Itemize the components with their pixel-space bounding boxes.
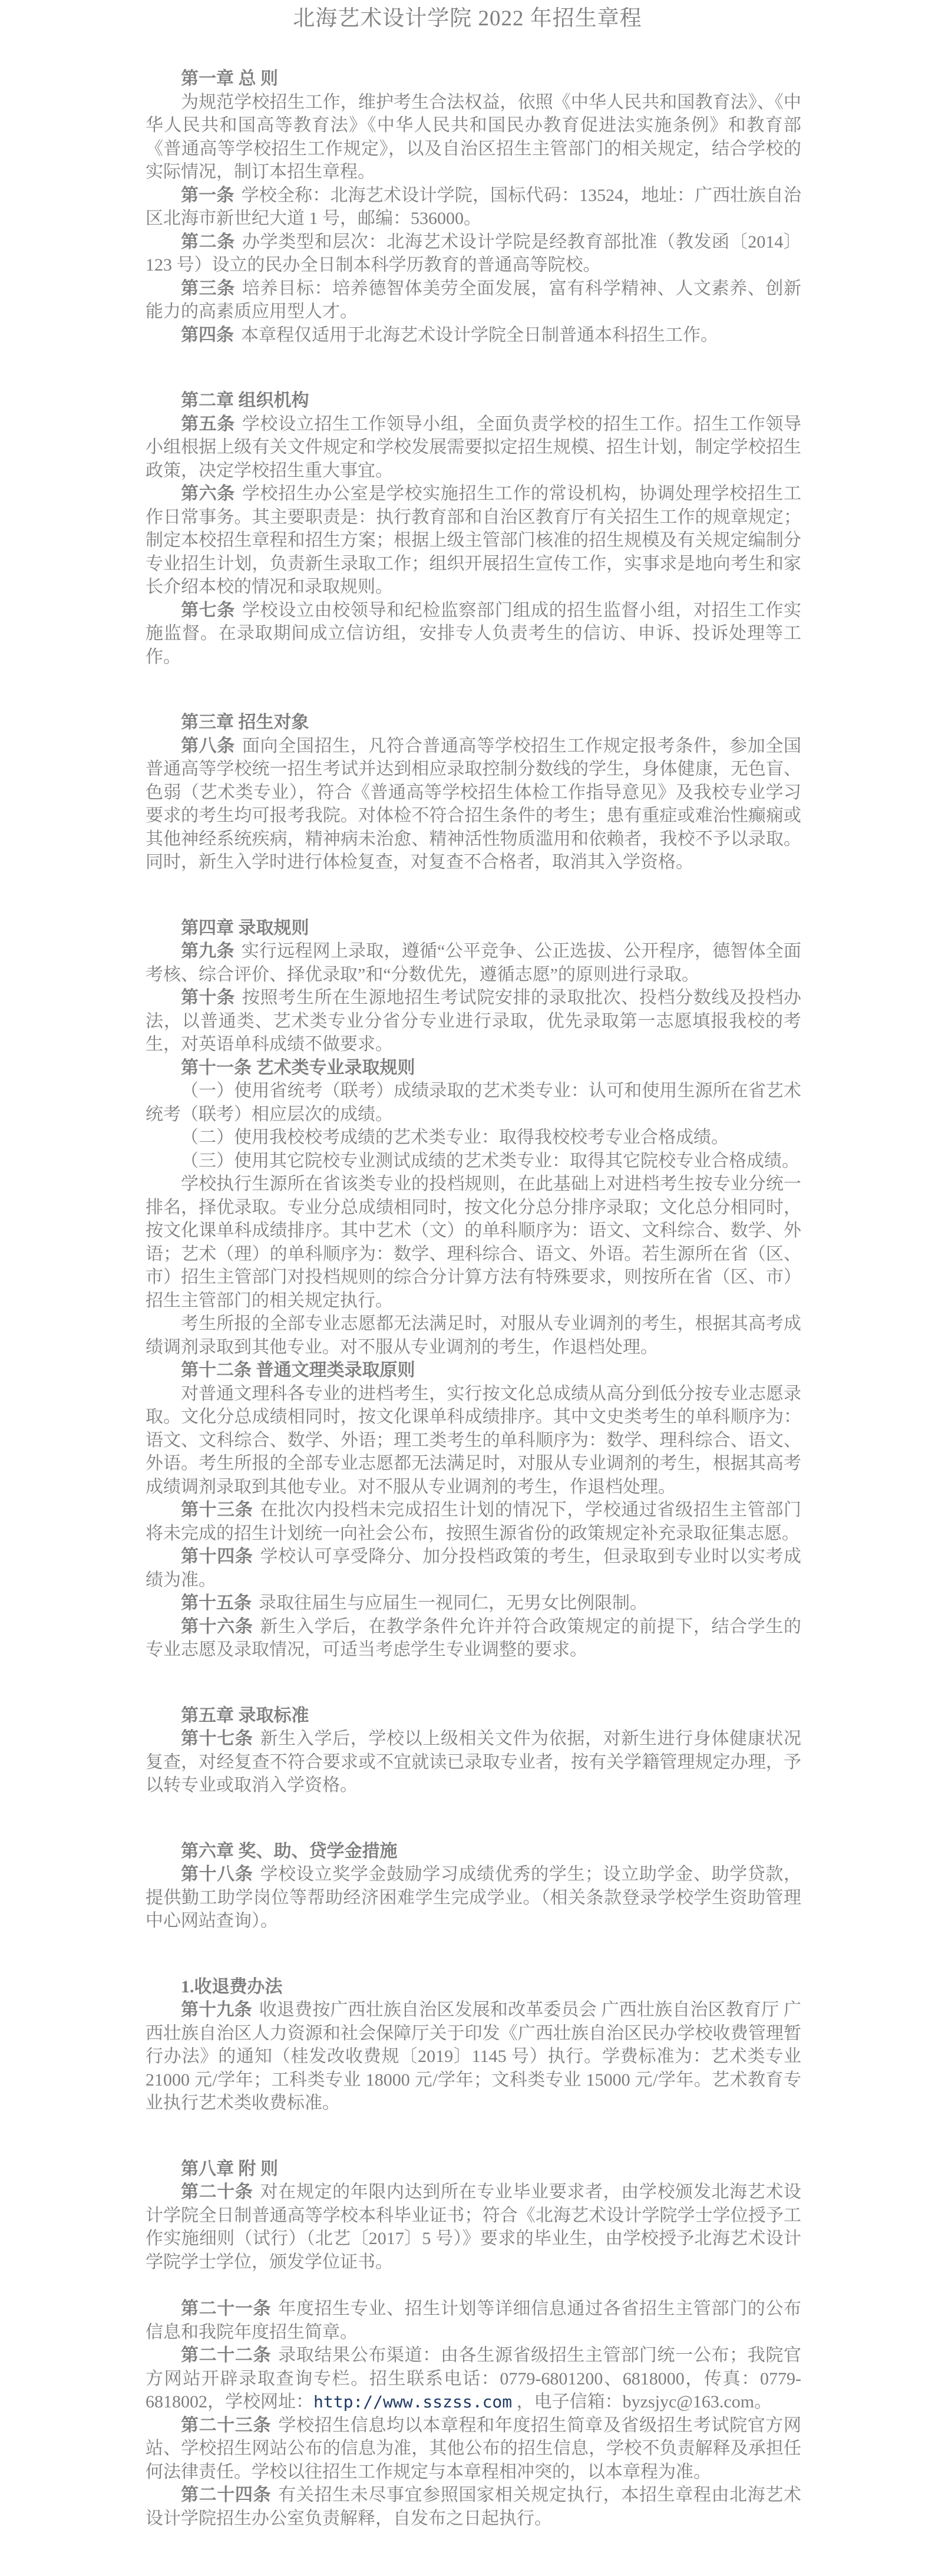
paragraph-text: 按照考生所在生源地招生考试院安排的录取批次、投档分数线及投档办法，以普通类、艺术类专业分省分专业进行录取，优先录取第一志愿填报我校的考生，对英语单科成绩不做要求。 bbox=[146, 988, 802, 1054]
paragraph-text: 学校设立招生工作领导小组，全面负责学校的招生工作。招生工作领导小组根据上级有关文件规定和学校发展需要拟定招生规模、招生计划，制定学校招生政策，决定学校招生重大事宜。 bbox=[146, 414, 802, 480]
paragraph bbox=[146, 1126, 801, 1149]
article-paragraph bbox=[146, 1863, 801, 1933]
paragraph-text: （三）使用其它院校专业测试成绩的艺术类专业：取得其它院校专业合格成绩。 bbox=[181, 1151, 799, 1171]
paragraph-text: 录取结果公布渠道：由各生源省级招生主管部门统一公布；我院官方网站开辟录取查询专栏。招生联系电话：0779-6801200、6818000，传真：0779-6818002，学校网址： bbox=[146, 2346, 802, 2412]
paragraph bbox=[146, 1382, 801, 1499]
article-paragraph bbox=[146, 230, 801, 277]
article-paragraph bbox=[146, 986, 801, 1056]
article-number-label: 第八条 bbox=[181, 736, 235, 756]
paragraph bbox=[146, 91, 801, 184]
article-number-label: 第十五条 bbox=[181, 1593, 252, 1613]
article-paragraph bbox=[146, 2180, 801, 2274]
paragraph-text: 学校招生信息均以本章程和年度招生简章及省级招生考试院官方网站、学校招生网站公布的信息为准，其他公布的招生信息，学校不负责解释及承担任何法律责任。学校以往招生工作规定与本章程相冲突的，以本章程为准。 bbox=[146, 2415, 802, 2482]
article-paragraph bbox=[146, 940, 801, 986]
article-number-label: 第十九条 bbox=[181, 2000, 252, 2020]
article-number-label: 第二条 bbox=[181, 232, 235, 252]
article-paragraph bbox=[146, 599, 801, 669]
article-paragraph bbox=[146, 2297, 801, 2344]
chapter-heading: 第三章 招生对象 bbox=[181, 713, 309, 732]
paragraph-text: 有关招生未尽事宜参照国家相关规定执行，本招生章程由北海艺术设计学院招生办公室负责解释，自发布之日起执行。 bbox=[146, 2485, 802, 2528]
article-paragraph bbox=[146, 734, 801, 874]
article-number-label: 第十条 bbox=[181, 988, 235, 1007]
paragraph-text: 新生入学后，学校以上级相关文件为依据，对新生进行身体健康状况复查，对经复查不符合要求或不宜就读已录取专业者，按有关学籍管理规定办理，予以转专业或取消入学资格。 bbox=[146, 1729, 802, 1795]
article-number-label: 第十八条 bbox=[181, 1865, 253, 1884]
paragraph-text: 本章程仅适用于北海艺术设计学院全日制普通本科招生工作。 bbox=[241, 325, 718, 345]
article-paragraph bbox=[146, 413, 801, 483]
paragraph bbox=[146, 1079, 801, 1126]
article-paragraph bbox=[146, 1498, 801, 1545]
article-number-label: 第二十一条 bbox=[181, 2299, 272, 2318]
article-number-label: 第十六条 bbox=[181, 1616, 253, 1636]
article-number-label: 第十七条 bbox=[181, 1729, 253, 1748]
article-number-label: 第二十二条 bbox=[181, 2346, 272, 2365]
chapter-heading: 第一章 总 则 bbox=[181, 69, 278, 88]
paragraph bbox=[146, 1312, 801, 1359]
paragraph-text: ，电子信箱：byzsjyc@163.com。 bbox=[512, 2392, 772, 2412]
chapter-heading: 第八章 附 则 bbox=[181, 2159, 278, 2179]
paragraph-text: 实行远程网上录取，遵循“公平竞争、公正选拔、公开程序，德智体全面考核、综合评价、择优录取”和“分数优先，遵循志愿”的原则进行录取。 bbox=[146, 941, 801, 984]
article-paragraph bbox=[146, 1592, 801, 1615]
article-number-label: 第二十四条 bbox=[181, 2485, 272, 2505]
paragraph-text: 为规范学校招生工作，维护考生合法权益，依照《中华人民共和国教育法》、《中华人民共和国高等教育法》《中华人民共和国民办教育促进法实施条例》和教育部《普通高等学校招生工作规定》，以及自治区招生主管部门的相关规定，结合学校的实际情况，制订本招生章程。 bbox=[146, 92, 801, 182]
paragraph-text: 学校认可享受降分、加分投档政策的考生，但录取到专业时以实考成绩为准。 bbox=[146, 1547, 802, 1590]
chapter-heading: 1.收退费办法 bbox=[181, 1977, 283, 1997]
chapter-heading: 第四章 录取规则 bbox=[181, 918, 309, 938]
article-paragraph bbox=[146, 184, 801, 230]
chapter-heading: 第六章 奖、助、贷学金措施 bbox=[181, 1841, 398, 1861]
article-number-label: 第三条 bbox=[181, 278, 235, 298]
paragraph-text: 学校设立由校领导和纪检监察部门组成的招生监督小组，对招生工作实施监督。在录取期间成立信访组，安排专人负责考生的信访、申诉、投诉处理等工作。 bbox=[146, 600, 802, 667]
article-paragraph bbox=[146, 1615, 801, 1662]
paragraph-text: 年度招生专业、招生计划等详细信息通过各省招生主管部门的公布信息和我院年度招生简章。 bbox=[146, 2299, 802, 2342]
article-number-label: 第十四条 bbox=[181, 1547, 253, 1566]
article-number-label: 第二十条 bbox=[181, 2182, 253, 2202]
paragraph-text: 新生入学后，在教学条件允许并符合政策规定的前提下，结合学生的专业志愿及录取情况，可适当考虑学生专业调整的要求。 bbox=[146, 1616, 802, 1659]
paragraph bbox=[146, 1149, 801, 1173]
article-number-label: 第六条 bbox=[181, 484, 235, 503]
article-number-label: 第七条 bbox=[181, 600, 235, 620]
article-paragraph bbox=[146, 1545, 801, 1592]
paragraph-text: 培养目标：培养德智体美劳全面发展，富有科学精神、人文素养、创新能力的高素质应用型人才。 bbox=[146, 278, 802, 321]
paragraph-text: 学校执行生源所在省该类专业的投档规则，在此基础上对进档考生按专业分统一排名，择优录取。专业分总成绩相同时，按文化分总分排序录取；文化总分相同时，按文化课单科成绩排序。其中艺术（文）的单科顺序为：语文、文科综合、数学、外语；艺术（理）的单科顺序为：数学、理科综合、语文、外语。若生源所在省（区、市）招生主管部门对投档规则的综合分计算方法有特殊要求，则按所在省（区、市）招生主管部门的相关规定执行。 bbox=[146, 1174, 801, 1310]
document-body bbox=[146, 67, 801, 2530]
article-paragraph bbox=[146, 277, 801, 324]
article-number-label: 第四条 bbox=[181, 325, 234, 345]
article-paragraph bbox=[146, 1727, 801, 1797]
article-subheading: 第十二条 普通文理类录取原则 bbox=[181, 1361, 415, 1380]
paragraph-text: 学校设立奖学金鼓励学习成绩优秀的学生；设立助学金、助学贷款，提供勤工助学岗位等帮助经济困难学生完成学业。（相关条款登录学校学生资助管理中心网站查询）。 bbox=[146, 1865, 802, 1931]
paragraph-text: 办学类型和层次：北海艺术设计学院是经教育部批准（教发函〔2014〕123 号）设立的民办全日制本科学历教育的普通高等院校。 bbox=[146, 232, 801, 275]
paragraph-text: 面向全国招生，凡符合普通高等学校招生工作规定报考条件，参加全国普通高等学校统一招生考试并达到相应录取控制分数线的学生，身体健康，无色盲、色弱（艺术类专业），符合《普通高等学校招生体检工作指导意见》及我校专业学习要求的考生均可报考我院。对体检不符合招生条件的考生；患有重症或难治性癫痫或其他神经系统疾病，精神病未治愈、精神活性物质滥用和依赖者，我校不予以录取。同时，新生入学时进行体检复查，对复查不合格者，取消其入学资格。 bbox=[146, 736, 802, 872]
article-paragraph bbox=[146, 2414, 801, 2484]
chapter-heading: 第二章 组织机构 bbox=[181, 391, 309, 410]
document-page bbox=[0, 5, 935, 2530]
article-number-label: 第九条 bbox=[181, 941, 234, 961]
article-number-label: 第五条 bbox=[181, 414, 235, 434]
article-number-label: 第十三条 bbox=[181, 1500, 253, 1520]
paragraph-text: 学校全称：北海艺术设计学院，国标代码：13524，地址：广西壮族自治区北海市新世纪大道 1 号，邮编：536000。 bbox=[146, 185, 801, 228]
paragraph-text: 在批次内投档未完成招生计划的情况下，学校通过省级招生主管部门将未完成的招生计划统一向社会公布，按照生源省份的政策规定补充录取征集志愿。 bbox=[146, 1500, 802, 1543]
article-number-label: 第二十三条 bbox=[181, 2415, 272, 2435]
article-paragraph bbox=[146, 482, 801, 599]
paragraph-text: 对普通文理科各专业的进档考生，实行按文化总成绩从高分到低分按专业志愿录取。文化分总成绩相同时，按文化课单科成绩排序。其中文史类考生的单科顺序为：语文、文科综合、数学、外语；理工类考生的单科顺序为：数学、理科综合、语文、外语。考生所报的全部专业志愿都无法满足时，对服从专业调剂的考生，根据其高考成绩调剂录取到其他专业。对不服从专业调剂的考生，作退档处理。 bbox=[146, 1383, 801, 1497]
paragraph-text: （二）使用我校校考成绩的艺术类专业：取得我校校考专业合格成绩。 bbox=[181, 1128, 729, 1147]
article-paragraph bbox=[146, 1998, 801, 2115]
paragraph-text: 考生所报的全部专业志愿都无法满足时，对服从专业调剂的考生，根据其高考成绩调剂录取到其他专业。对不服从专业调剂的考生，作退档处理。 bbox=[146, 1314, 801, 1357]
paragraph-text: （一）使用省统考（联考）成绩录取的艺术类专业：认可和使用生源所在省艺术统考（联考）相应层次的成绩。 bbox=[146, 1081, 801, 1124]
article-paragraph bbox=[146, 2483, 801, 2530]
school-website-link[interactable]: http://www.sszss.com bbox=[313, 2392, 513, 2412]
article-paragraph bbox=[146, 324, 801, 347]
paragraph-text: 收退费按广西壮族自治区发展和改革委员会 广西壮族自治区教育厅 广西壮族自治区人力资源和社会保障厅关于印发《广西壮族自治区民办学校收费管理暂行办法》的通知（桂发改收费规〔2019〕1145 号）执行。学费标准为：艺术类专业 21000 元/学年；工科类专业 18000 元/学年；文科类专业 15000 元/学年。艺术教育专业执行艺术类收费标准。 bbox=[146, 2000, 802, 2113]
article-number-label: 第一条 bbox=[181, 185, 234, 205]
paragraph bbox=[146, 1172, 801, 1312]
page-title: 北海艺术设计学院 2022 年招生章程 bbox=[293, 6, 642, 31]
paragraph-text: 学校招生办公室是学校实施招生工作的常设机构，协调处理学校招生工作日常事务。其主要职责是：执行教育部和自治区教育厅有关招生工作的规章规定；制定本校招生章程和招生方案；根据上级主管部门核准的招生规模及有关规定编制分专业招生计划，负责新生录取工作；组织开展招生宣传工作，实事求是地向考生和家长介绍本校的情况和录取规则。 bbox=[146, 484, 802, 597]
article-subheading: 第十一条 艺术类专业录取规则 bbox=[181, 1058, 415, 1078]
paragraph-text: 对在规定的年限内达到所在专业毕业要求者，由学校颁发北海艺术设计学院全日制普通高等学校本科毕业证书；符合《北海艺术设计学院学士学位授予工作实施细则（试行）（北艺〔2017〕5 号）》要求的毕业生，由学校授予北海艺术设计学院学士学位，颁发学位证书。 bbox=[146, 2182, 802, 2272]
chapter-heading: 第五章 录取标准 bbox=[181, 1705, 309, 1725]
article-paragraph bbox=[146, 2344, 801, 2414]
paragraph-text: 录取往届生与应届生一视同仁，无男女比例限制。 bbox=[259, 1593, 647, 1613]
